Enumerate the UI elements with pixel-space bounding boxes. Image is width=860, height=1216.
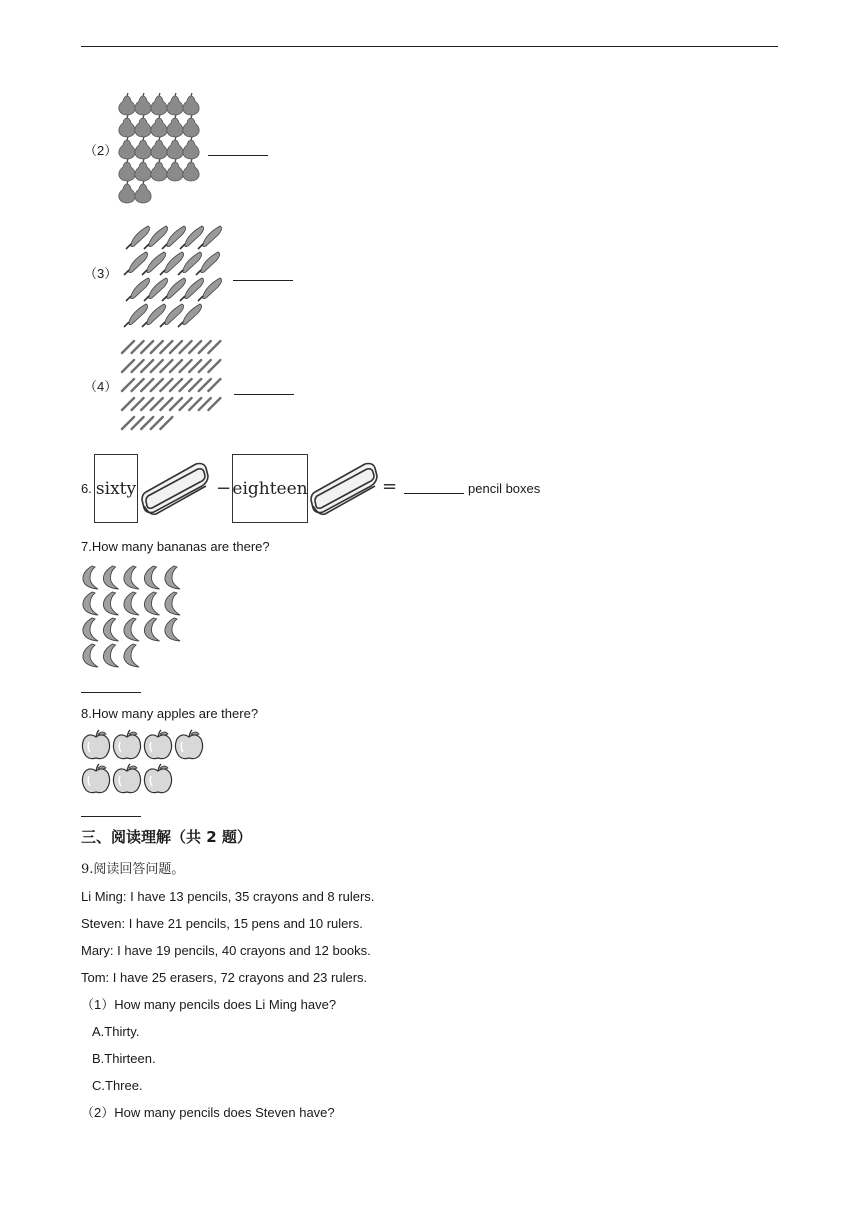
word-box-eighteen [232,454,308,523]
banana-icon [83,618,98,641]
banana-icon [103,592,118,615]
pear-icon [167,115,183,137]
apple-icon [175,730,202,759]
pear-icon [119,137,135,159]
apple-group [80,728,208,796]
passage-line-1: Li Ming: I have 13 pencils, 35 crayons and 8 rulers. [81,889,375,904]
pear-group [118,94,202,208]
pear-icon [135,159,151,181]
pear-icon [135,181,151,203]
word-sixty: sixty [95,478,137,499]
answer-blank-4[interactable] [234,382,294,395]
apple-icon [82,764,109,793]
q9-sub1-question: （1）How many pencils does Li Ming have? [81,997,337,1012]
q6-number: 6. [81,481,92,496]
banana-icon [165,566,180,589]
pear-icon [151,115,167,137]
banana-icon [124,566,139,589]
answer-blank-7[interactable] [81,680,141,693]
banana-icon [124,618,139,641]
banana-icon [83,644,98,667]
q8-question: 8.How many apples are there? [81,706,259,721]
answer-blank-6[interactable] [404,481,464,494]
feather-group [120,222,220,326]
pear-icon [151,93,167,115]
q9-instruction: 9.阅读回答问题。 [81,862,185,877]
word-box-sixty [94,454,138,523]
pear-icon [167,137,183,159]
pear-icon [119,159,135,181]
q9-sub1-option-a[interactable]: A.Thirty. [92,1024,140,1039]
pear-icon [119,93,135,115]
pear-icon [151,137,167,159]
pear-icon [183,93,199,115]
banana-icon [144,566,159,589]
pencil-box-icon [140,456,212,518]
apple-icon [82,730,109,759]
feather-icon [126,226,150,249]
passage-line-2: Steven: I have 21 pencils, 15 pens and 10 rulers. [81,916,363,931]
passage-line-3: Mary: I have 19 pencils, 40 crayons and 12 books. [81,943,371,958]
pear-icon [119,115,135,137]
feather-icon [124,304,148,327]
banana-icon [103,644,118,667]
feather-icon [126,278,150,301]
answer-blank-3[interactable] [233,268,293,281]
section-title: 三、阅读理解（共 2 题） [81,828,252,846]
banana-icon [124,644,139,667]
pear-icon [183,115,199,137]
feather-icon [124,252,148,275]
item-3-label: （3） [84,266,118,281]
banana-icon [103,566,118,589]
passage-line-4: Tom: I have 25 erasers, 72 crayons and 23 rulers. [81,970,368,985]
banana-icon [165,618,180,641]
q7-question: 7.How many bananas are there? [81,539,270,554]
banana-icon [83,592,98,615]
q9-sub1-option-c[interactable]: C.Three. [92,1078,143,1093]
equals-sign: = [382,476,398,497]
pear-icon [183,137,199,159]
banana-icon [124,592,139,615]
q6-suffix: pencil boxes [468,481,541,496]
pear-icon [135,93,151,115]
banana-icon [83,566,98,589]
apple-icon [113,730,140,759]
item-4-label: （4） [84,379,118,394]
pear-icon [135,137,151,159]
q9-sub2-question: （2）How many pencils does Steven have? [81,1105,335,1120]
word-eighteen: eighteen [232,478,308,499]
header-rule [81,46,778,47]
pencil-box-icon-2 [309,456,381,518]
pear-icon [167,159,183,181]
stick-group [120,338,224,438]
banana-icon [103,618,118,641]
pear-icon [167,93,183,115]
minus-sign: − [216,478,232,499]
apple-icon [144,764,171,793]
banana-icon [144,618,159,641]
item-2-label: （2） [84,143,118,158]
banana-icon [144,592,159,615]
pear-icon [183,159,199,181]
pear-icon [135,115,151,137]
pear-icon [151,159,167,181]
apple-icon [144,730,171,759]
answer-blank-2[interactable] [208,143,268,156]
apple-icon [113,764,140,793]
pear-icon [119,181,135,203]
banana-icon [165,592,180,615]
answer-blank-8[interactable] [81,804,141,817]
banana-group [80,564,186,672]
q9-sub1-option-b[interactable]: B.Thirteen. [92,1051,156,1066]
